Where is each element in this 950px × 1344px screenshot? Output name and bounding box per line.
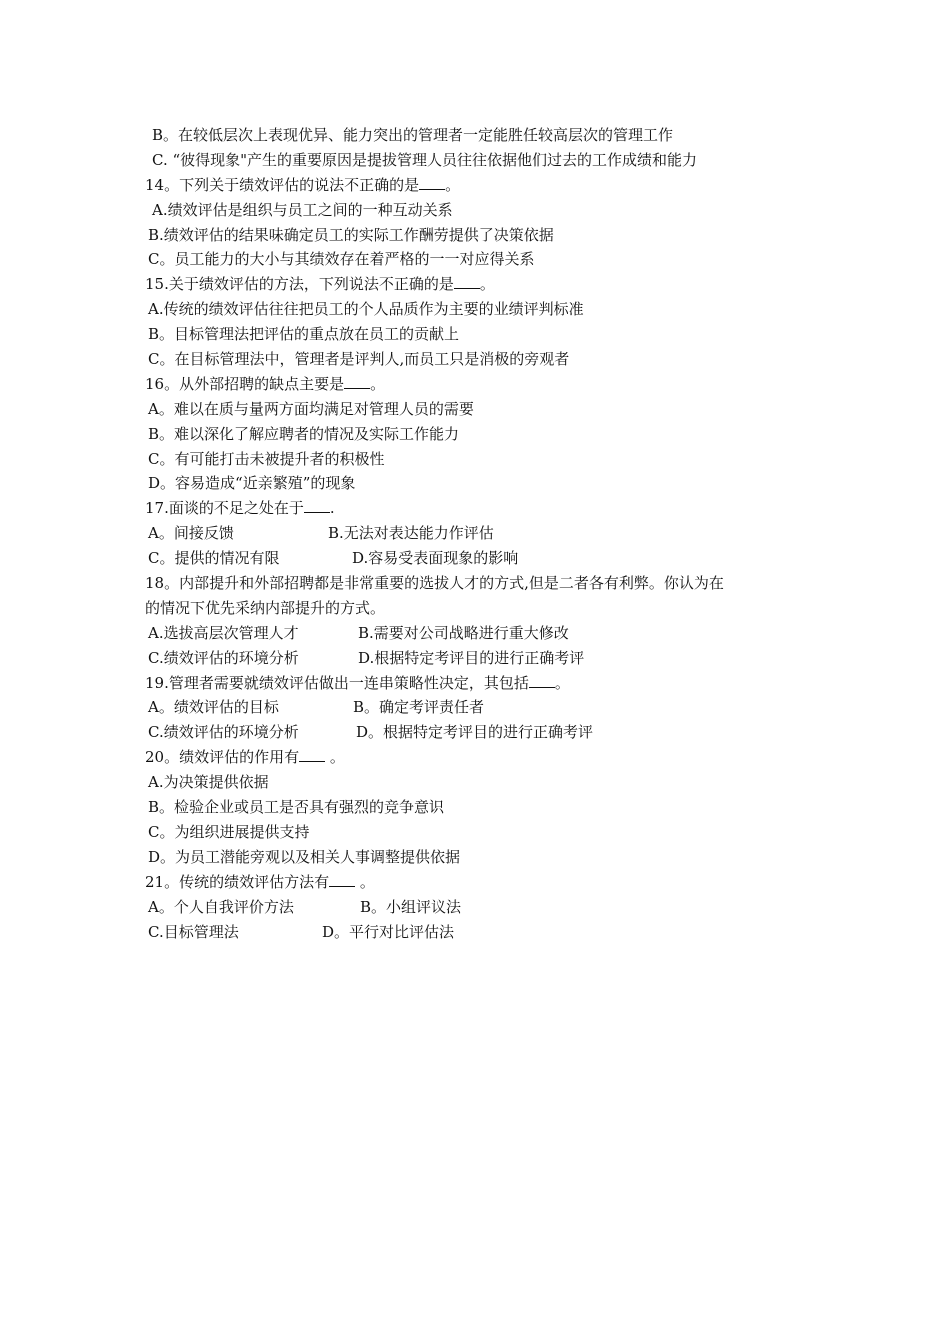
question-text: 19.管理者需要就绩效评估做出一连串策略性决定，其包括 xyxy=(145,673,529,692)
option-second-column: D.容易受表面现象的影响 xyxy=(352,549,519,568)
line-text: C.绩效评估的环境分析 xyxy=(148,723,299,742)
line-text: 18。内部提升和外部招聘都是非常重要的选拔人才的方式,但是二者各有利弊。你认为在 xyxy=(145,574,724,593)
line-text: D。为员工潜能旁观以及相关人事调整提供依据 xyxy=(148,847,461,866)
line-text: B。目标管理法把评估的重点放在员工的贡献上 xyxy=(148,325,460,344)
text-line xyxy=(145,795,825,820)
text-line xyxy=(145,646,825,671)
question-line xyxy=(145,745,825,770)
answer-blank xyxy=(329,871,355,887)
option-second-column: D。平行对比评估法 xyxy=(322,922,455,941)
text-line xyxy=(145,148,825,173)
question-text: 14。下列关于绩效评估的说法不正确的是 xyxy=(145,175,420,194)
line-text: A.传统的绩效评估往往把员工的个人品质作为主要的业绩评判标准 xyxy=(148,300,584,319)
line-text: C. “彼得现象"产生的重要原因是提拔管理人员往往依据他们过去的工作成绩和能力 xyxy=(152,150,698,169)
text-line xyxy=(145,447,825,472)
text-line xyxy=(145,695,825,720)
line-text: C。员工能力的大小与其绩效存在着严格的一一对应得关系 xyxy=(148,250,535,269)
text-line xyxy=(145,397,825,422)
answer-blank xyxy=(529,672,555,688)
text-line xyxy=(145,247,825,272)
line-text: C。在目标管理法中，管理者是评判人,而员工只是消极的旁观者 xyxy=(148,350,570,369)
option-second-column: D。根据特定考评目的进行正确考评 xyxy=(356,723,594,742)
question-text: 21。传统的绩效评估方法有 xyxy=(145,872,330,891)
question-line xyxy=(145,372,825,397)
question-end: 。 xyxy=(325,748,345,767)
text-line xyxy=(145,297,825,322)
line-text: A。个人自我评价方法 xyxy=(148,897,294,916)
line-text: B。检验企业或员工是否具有强烈的竞争意识 xyxy=(148,798,445,817)
document-body xyxy=(145,123,825,944)
line-text: 的情况下优先采纳内部提升的方式。 xyxy=(145,598,386,617)
answer-blank xyxy=(304,497,330,513)
text-line xyxy=(145,621,825,646)
line-text: A.绩效评估是组织与员工之间的一种互动关系 xyxy=(152,200,453,219)
text-line xyxy=(145,521,825,546)
text-line xyxy=(145,920,825,945)
question-end: 。 xyxy=(479,275,495,294)
question-end: 。 xyxy=(445,175,461,194)
text-line xyxy=(145,770,825,795)
line-text: A。绩效评估的目标 xyxy=(148,698,279,717)
question-text: 20。绩效评估的作用有 xyxy=(145,748,300,767)
line-text: A.选拔高层次管理人才 xyxy=(148,623,299,642)
option-second-column: B.无法对表达能力作评估 xyxy=(328,524,494,543)
option-second-column: B。小组评议法 xyxy=(360,897,462,916)
option-second-column: D.根据特定考评目的进行正确考评 xyxy=(358,648,585,667)
line-text: B。难以深化了解应聘者的情况及实际工作能力 xyxy=(148,424,460,443)
question-line xyxy=(145,870,825,895)
text-line xyxy=(145,820,825,845)
line-text: A。间接反馈 xyxy=(148,524,234,543)
question-end: 。 xyxy=(370,374,386,393)
text-line xyxy=(145,322,825,347)
line-text: D。容易造成“近亲繁殖”的现象 xyxy=(148,474,356,493)
text-line xyxy=(145,198,825,223)
line-text: A.为决策提供依据 xyxy=(148,773,269,792)
answer-blank xyxy=(299,746,325,762)
question-end: 。 xyxy=(355,872,375,891)
line-text: C。有可能打击未被提升者的积极性 xyxy=(148,449,385,468)
text-line xyxy=(145,546,825,571)
line-text: C.目标管理法 xyxy=(148,922,239,941)
answer-blank xyxy=(344,373,370,389)
option-second-column: B.需要对公司战略进行重大修改 xyxy=(358,623,569,642)
question-text: 16。从外部招聘的缺点主要是 xyxy=(145,374,345,393)
question-line xyxy=(145,496,825,521)
line-text: C。提供的情况有限 xyxy=(148,549,280,568)
question-line xyxy=(145,671,825,696)
text-line xyxy=(145,223,825,248)
text-line xyxy=(145,895,825,920)
question-end: . xyxy=(329,499,335,518)
answer-blank xyxy=(419,174,445,190)
question-line xyxy=(145,272,825,297)
text-line xyxy=(145,347,825,372)
line-text: B。在较低层次上表现优异、能力突出的管理者一定能胜任较高层次的管理工作 xyxy=(152,126,674,144)
answer-blank xyxy=(454,273,480,289)
text-line xyxy=(145,471,825,496)
question-text: 15.关于绩效评估的方法，下列说法不正确的是 xyxy=(145,275,454,294)
option-second-column: B。确定考评责任者 xyxy=(353,698,485,717)
text-line xyxy=(145,845,825,870)
question-line xyxy=(145,173,825,198)
line-text: A。难以在质与量两方面均满足对管理人员的需要 xyxy=(148,399,474,418)
line-text: C。为组织进展提供支持 xyxy=(148,822,310,841)
text-line xyxy=(145,596,825,621)
text-line xyxy=(145,422,825,447)
text-line xyxy=(145,571,825,596)
line-text: C.绩效评估的环境分析 xyxy=(148,648,299,667)
text-line xyxy=(145,123,825,148)
question-end: 。 xyxy=(554,673,570,692)
question-text: 17.面谈的不足之处在于 xyxy=(145,499,304,518)
text-line xyxy=(145,720,825,745)
line-text: B.绩效评估的结果味确定员工的实际工作酬劳提供了决策依据 xyxy=(148,225,554,244)
